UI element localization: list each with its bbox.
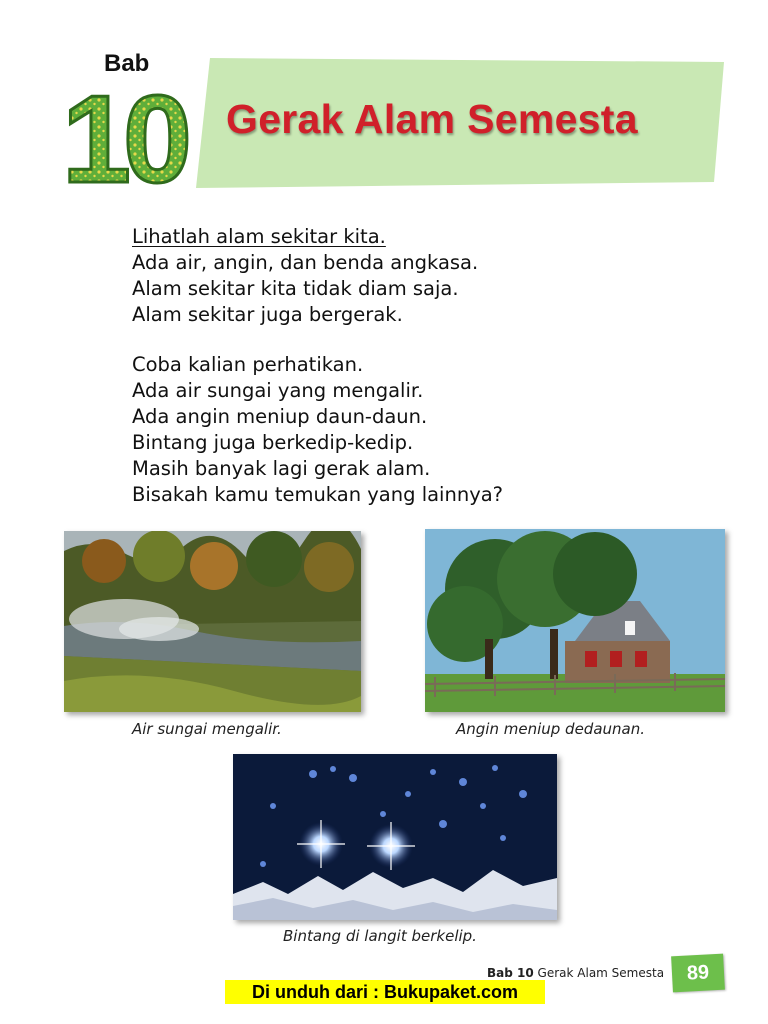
poem-line: Bisakah kamu temukan yang lainnya? bbox=[132, 483, 504, 506]
poem-line: Alam sekitar juga bergerak. bbox=[132, 303, 403, 326]
poem-line: Ada air, angin, dan benda angkasa. bbox=[132, 251, 479, 274]
poem-line: Bintang juga berkedip-kedip. bbox=[132, 431, 414, 454]
footer-chapter-ref: Bab 10 bbox=[487, 966, 534, 980]
page-title: Gerak Alam Semesta bbox=[226, 96, 638, 142]
poem-line: Ada angin meniup daun-daun. bbox=[132, 405, 428, 428]
chapter-number-graphic bbox=[60, 70, 210, 195]
page-number: 89 bbox=[671, 954, 725, 993]
footer-chapter bbox=[487, 966, 664, 980]
river-photo bbox=[64, 531, 361, 712]
stars-caption: Bintang di langit berkelip. bbox=[283, 927, 477, 945]
river-caption: Air sungai mengalir. bbox=[132, 720, 282, 738]
footer-chapter-title: Gerak Alam Semesta bbox=[537, 966, 665, 980]
poem-line: Lihatlah alam sekitar kita. bbox=[132, 225, 386, 248]
poem-line: Ada air sungai yang mengalir. bbox=[132, 379, 424, 402]
poem-stanza-2 bbox=[132, 352, 652, 508]
house-caption: Angin meniup dedaunan. bbox=[456, 720, 645, 738]
night-sky-photo bbox=[233, 754, 557, 920]
download-notice: Di unduh dari : Bukupaket.com bbox=[225, 980, 545, 1004]
poem-line: Masih banyak lagi gerak alam. bbox=[132, 457, 431, 480]
house-tree-photo bbox=[425, 529, 725, 712]
poem-stanza-1 bbox=[132, 224, 652, 328]
chapter-label: Bab bbox=[104, 50, 150, 77]
poem-line: Alam sekitar kita tidak diam saja. bbox=[132, 277, 459, 300]
chapter-number: 10 bbox=[62, 71, 184, 195]
poem-line: Coba kalian perhatikan. bbox=[132, 353, 364, 376]
